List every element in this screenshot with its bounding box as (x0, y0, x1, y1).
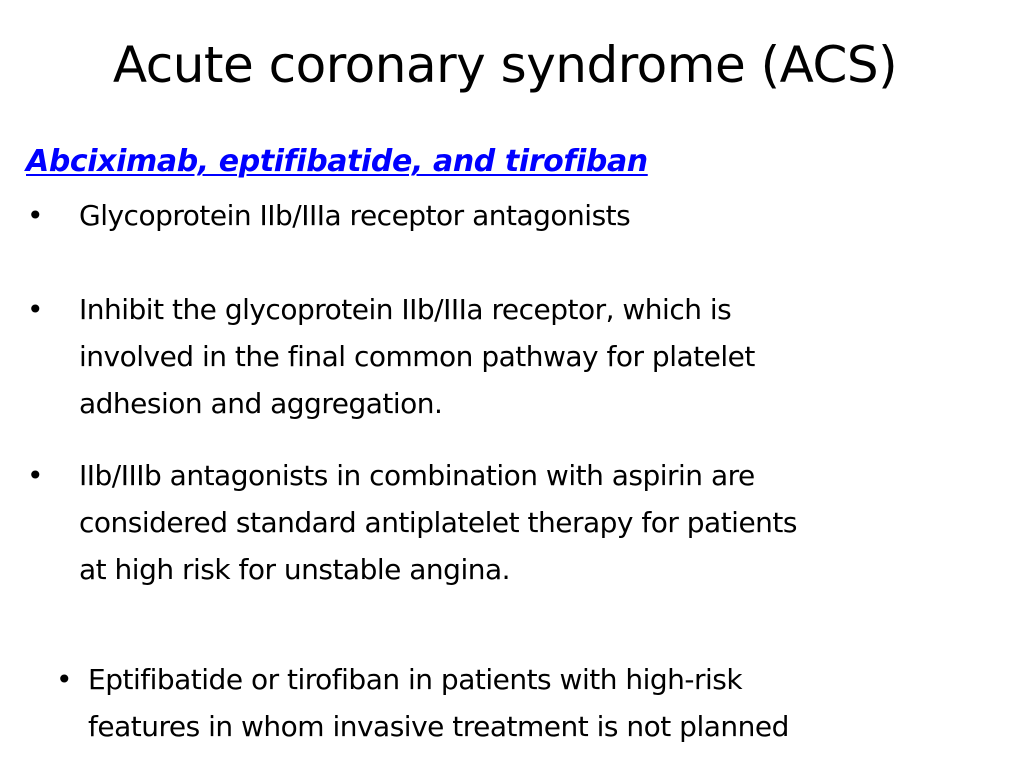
slide-title: Acute coronary syndrome (ACS) (112, 36, 898, 94)
bullet-line: features in whom invasive treatment is not planned (88, 710, 789, 743)
bullet-text (79, 286, 755, 427)
drug-heading: Abciximab, eptifibatide, and tirofiban (26, 144, 648, 179)
bullet-mark: • (56, 663, 73, 696)
bullet-line: involved in the final common pathway for platelet (79, 340, 755, 373)
bullet-mark: • (27, 199, 44, 232)
bullet-line: adhesion and aggregation. (79, 387, 443, 420)
bullet-line: IIb/IIIb antagonists in combination with aspirin are (79, 459, 755, 492)
bullet-text (79, 192, 630, 239)
bullet-line: Inhibit the glycoprotein IIb/IIIa receptor, which is (79, 293, 732, 326)
bullet-line: Eptifibatide or tirofiban in patients with high-risk (88, 663, 743, 696)
bullet-line: at high risk for unstable angina. (79, 553, 511, 586)
bullet-text (79, 452, 797, 593)
bullet-mark: • (27, 459, 44, 492)
bullet-line: Glycoprotein IIb/IIIa receptor antagonists (79, 199, 631, 232)
bullet-text (88, 656, 789, 750)
bullet-line: considered standard antiplatelet therapy for patients (79, 506, 797, 539)
bullet-mark: • (27, 293, 44, 326)
